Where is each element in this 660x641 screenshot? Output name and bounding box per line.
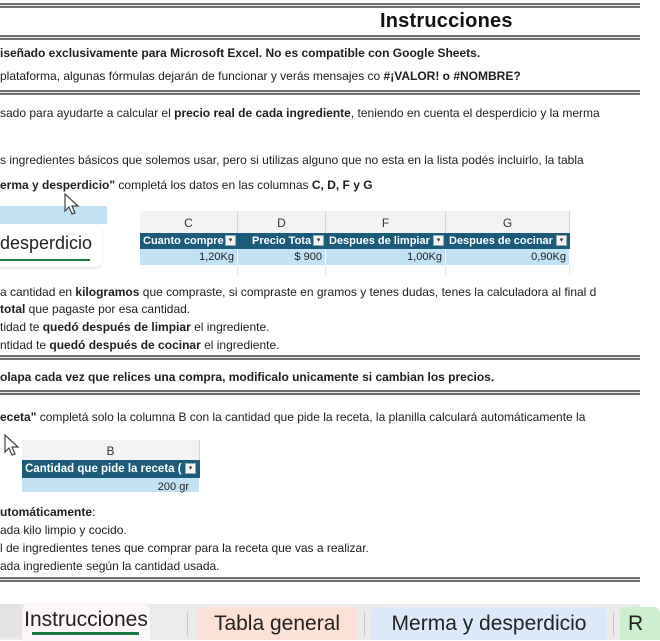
auto-bottom-border <box>0 577 640 582</box>
note-column-f: tidad te quedó después de limpiar el ingrediente. <box>0 320 270 334</box>
preview-tab-underline <box>0 259 90 261</box>
sheet-tab-tabla-general[interactable]: Tabla general <box>197 607 357 640</box>
recipe-table-preview <box>22 440 202 493</box>
header-despues-limpiar: Despues de limpiar <box>326 233 446 249</box>
sheet-tab-prev[interactable] <box>0 604 22 637</box>
purchase-warning: olapa cada vez que relices una compra, modificalo unicamente si cambian los precios. <box>0 370 495 384</box>
warning-top-border <box>0 355 640 360</box>
auto-item: l de ingredientes tenes que comprar para la receta que vas a realizar. <box>0 541 369 555</box>
note-column-g: ntidad te quedó después de cocinar el ingrediente. <box>0 338 280 352</box>
excel-only-notice: iseñado exclusivamente para Microsoft Excel. No es compatible con Google Sheets. <box>0 46 481 60</box>
cell-despues-cocinar: 0,90Kg <box>446 249 570 265</box>
tab-separator <box>187 612 188 636</box>
intro-line-1: sado para ayudarte a calcular el precio real de cada ingrediente, teniendo en cuenta el desperdicio y la merma <box>0 106 600 120</box>
auto-item: ada kilo limpio y cocido. <box>0 523 127 537</box>
column-letter-d: D <box>238 211 326 233</box>
recipe-instruction: eceta" completá solo la columna B con la cantidad que pide la receta, la planilla calculará automáticamente la <box>0 410 586 424</box>
warning-bottom-border <box>0 390 640 395</box>
auto-item: ada ingrediente según la cantidad usada. <box>0 559 220 573</box>
filter-dropdown-icon[interactable]: ▾ <box>313 235 324 246</box>
filter-dropdown-icon[interactable]: ▾ <box>433 235 444 246</box>
grid-cell <box>326 265 446 275</box>
header-cantidad-receta: Cantidad que pide la receta ( <box>22 460 200 478</box>
sheet-tab-merma-desperdicio[interactable]: Merma y desperdicio <box>371 607 607 640</box>
note-column-d: total que pagaste por esa cantidad. <box>0 302 191 316</box>
active-tab-underline <box>32 632 139 635</box>
tab-separator <box>364 612 365 636</box>
page-title: Instrucciones <box>380 10 513 32</box>
grid-cell <box>238 265 326 275</box>
filter-dropdown-icon[interactable]: ▾ <box>556 235 567 246</box>
column-letter-b: B <box>22 440 200 460</box>
cell-cantidad-receta: 200 gr <box>22 478 200 492</box>
intro-line-3: erma y desperdicio" completá los datos en las columnas C, D, F y G <box>0 178 373 192</box>
cell-cuanto-compre: 1,20Kg <box>140 249 238 265</box>
header-cuanto-compre: Cuanto compre <box>140 233 238 249</box>
sheet-tab-next[interactable]: R <box>620 607 660 640</box>
preview-tab <box>0 225 102 267</box>
filter-dropdown-icon[interactable]: ▾ <box>225 235 236 246</box>
cell-precio-total: $ 900 <box>238 249 326 265</box>
formula-warning-line: plataforma, algunas fórmulas dejarán de funcionar y verás mensajes co #¡VALOR! o #NOMBRE? <box>0 69 521 83</box>
grid-cell <box>140 265 238 275</box>
sheet-tab-instrucciones[interactable]: Instrucciones <box>22 603 150 640</box>
header-precio-total: Precio Tota <box>238 233 326 249</box>
notice-border <box>0 90 640 95</box>
mouse-cursor-icon <box>3 434 21 458</box>
column-letter-c: C <box>140 211 238 233</box>
preview-tab-label: desperdicio <box>0 233 93 253</box>
cell-despues-limpiar: 1,00Kg <box>326 249 446 265</box>
merma-table-preview <box>140 211 572 275</box>
title-bottom-border <box>0 35 640 40</box>
merma-tab-preview <box>0 206 107 268</box>
column-letter-g: G <box>446 211 570 233</box>
tab-separator <box>613 612 614 636</box>
preview-tab-bar <box>0 206 107 224</box>
auto-heading: utomáticamente: <box>0 505 96 519</box>
column-letter-f: F <box>326 211 446 233</box>
grid-cell <box>446 265 570 275</box>
header-despues-cocinar: Despues de cocinar <box>446 233 570 249</box>
filter-dropdown-icon[interactable]: ▾ <box>185 463 196 474</box>
intro-line-2: s ingredientes básicos que solemos usar, pero si utilizas alguno que no esta en la lista podés incluirlo, la tabla <box>0 153 584 167</box>
title-top-border <box>0 3 640 8</box>
note-column-c: a cantidad en kilogramos que compraste, si compraste en gramos y tenes dudas, tenes la calculadora al final d <box>0 285 597 299</box>
mouse-cursor-icon <box>63 193 81 217</box>
